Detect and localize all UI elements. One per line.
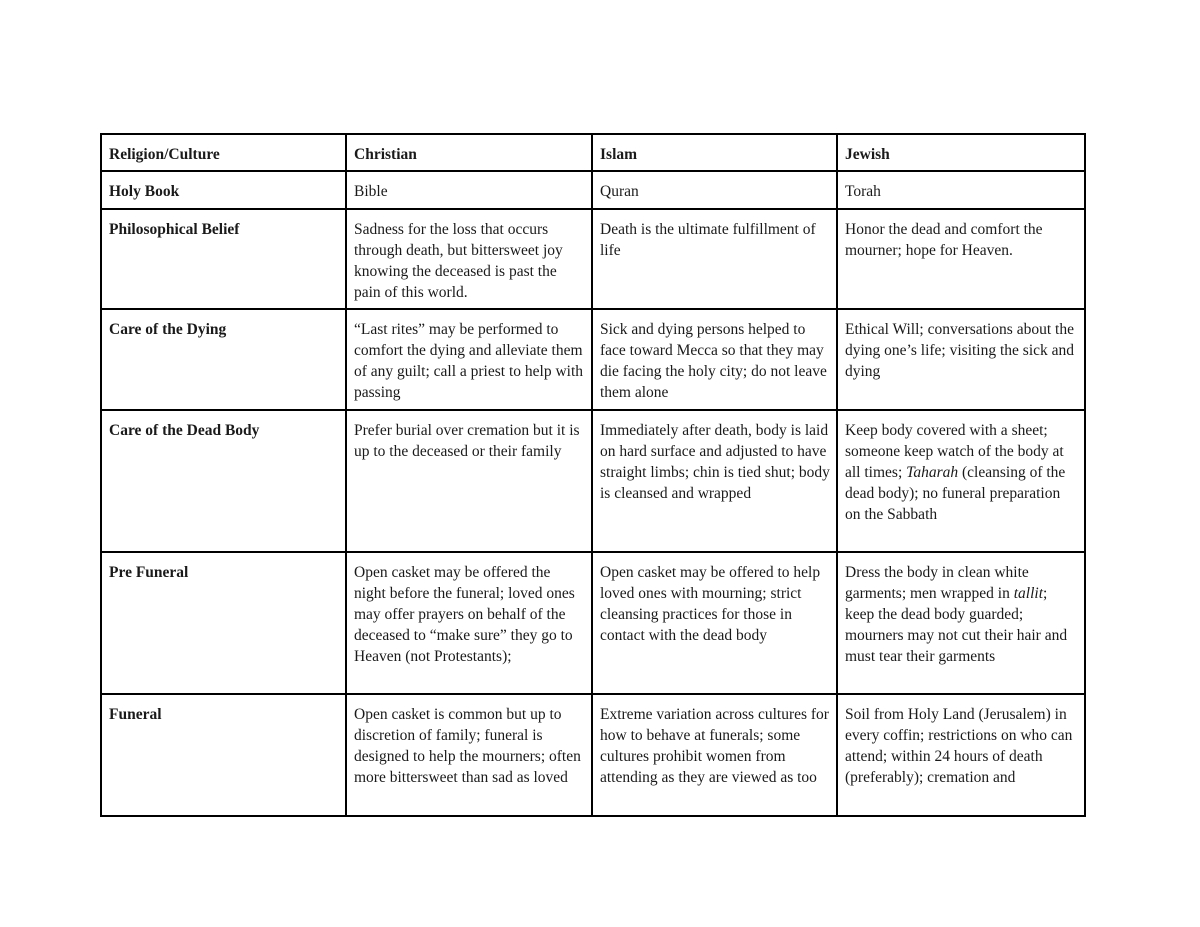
table-row-funeral [101, 694, 1085, 816]
header-jewish: Jewish [837, 134, 1085, 171]
cell-jewish: Soil from Holy Land (Jerusalem) in every coffin; restrictions on who can attend; within 24 hours of death (preferably); cremation and [837, 694, 1085, 816]
cell-islam: Death is the ultimate fulfillment of life [592, 209, 837, 309]
text-run: (cleansing of the dead body); no funeral preparation on the Sabbath [845, 464, 1066, 523]
text-run: Keep body covered with a sheet; someone keep watch of the body at all times; [845, 422, 1064, 481]
cell-christian: Prefer burial over cremation but it is up to the deceased or their family [346, 410, 592, 552]
table-row-philosophical-belief [101, 209, 1085, 309]
cell-jewish [837, 552, 1085, 694]
header-christian: Christian [346, 134, 592, 171]
cell-jewish: Ethical Will; conversations about the dying one’s life; visiting the sick and dying [837, 309, 1085, 410]
cell-christian: Open casket may be offered the night before the funeral; loved ones may offer prayers on behalf of the deceased to “make sure” they go to Heaven (not Protestants); [346, 552, 592, 694]
cell-islam: Extreme variation across cultures for how to behave at funerals; some cultures prohibit women from attending as they are viewed as too [592, 694, 837, 816]
cell-islam: Sick and dying persons helped to face toward Mecca so that they may die facing the holy city; do not leave them alone [592, 309, 837, 410]
table-header-row [101, 134, 1085, 171]
row-label: Holy Book [101, 171, 346, 209]
text-run: ; keep the dead body guarded; mourners may not cut their hair and must tear their garments [845, 585, 1068, 665]
cell-islam: Quran [592, 171, 837, 209]
religion-comparison-table [100, 133, 1086, 817]
header-islam: Islam [592, 134, 837, 171]
row-label: Philosophical Belief [101, 209, 346, 309]
cell-islam: Immediately after death, body is laid on hard surface and adjusted to have straight limbs; chin is tied shut; body is cleansed and wrapped [592, 410, 837, 552]
header-religion-culture: Religion/Culture [101, 134, 346, 171]
cell-islam: Open casket may be offered to help loved ones with mourning; strict cleansing practices for those in contact with the dead body [592, 552, 837, 694]
table-row-holy-book [101, 171, 1085, 209]
cell-jewish: Honor the dead and comfort the mourner; hope for Heaven. [837, 209, 1085, 309]
table-row-pre-funeral [101, 552, 1085, 694]
cell-christian: Bible [346, 171, 592, 209]
row-label: Care of the Dead Body [101, 410, 346, 552]
row-label: Care of the Dying [101, 309, 346, 410]
cell-christian: Sadness for the loss that occurs through death, but bittersweet joy knowing the deceased is past the pain of this world. [346, 209, 592, 309]
text-run: Dress the body in clean white garments; men wrapped in [845, 564, 1029, 602]
cell-jewish [837, 410, 1085, 552]
row-label: Funeral [101, 694, 346, 816]
row-label: Pre Funeral [101, 552, 346, 694]
cell-christian: Open casket is common but up to discretion of family; funeral is designed to help the mourners; often more bittersweet than sad as loved [346, 694, 592, 816]
cell-christian: “Last rites” may be performed to comfort the dying and alleviate them of any guilt; call a priest to help with passing [346, 309, 592, 410]
table-row-care-of-the-dying [101, 309, 1085, 410]
table-row-care-of-the-dead-body [101, 410, 1085, 552]
italic-term: tallit [1013, 585, 1044, 602]
italic-term: Taharah [906, 464, 959, 481]
cell-jewish: Torah [837, 171, 1085, 209]
